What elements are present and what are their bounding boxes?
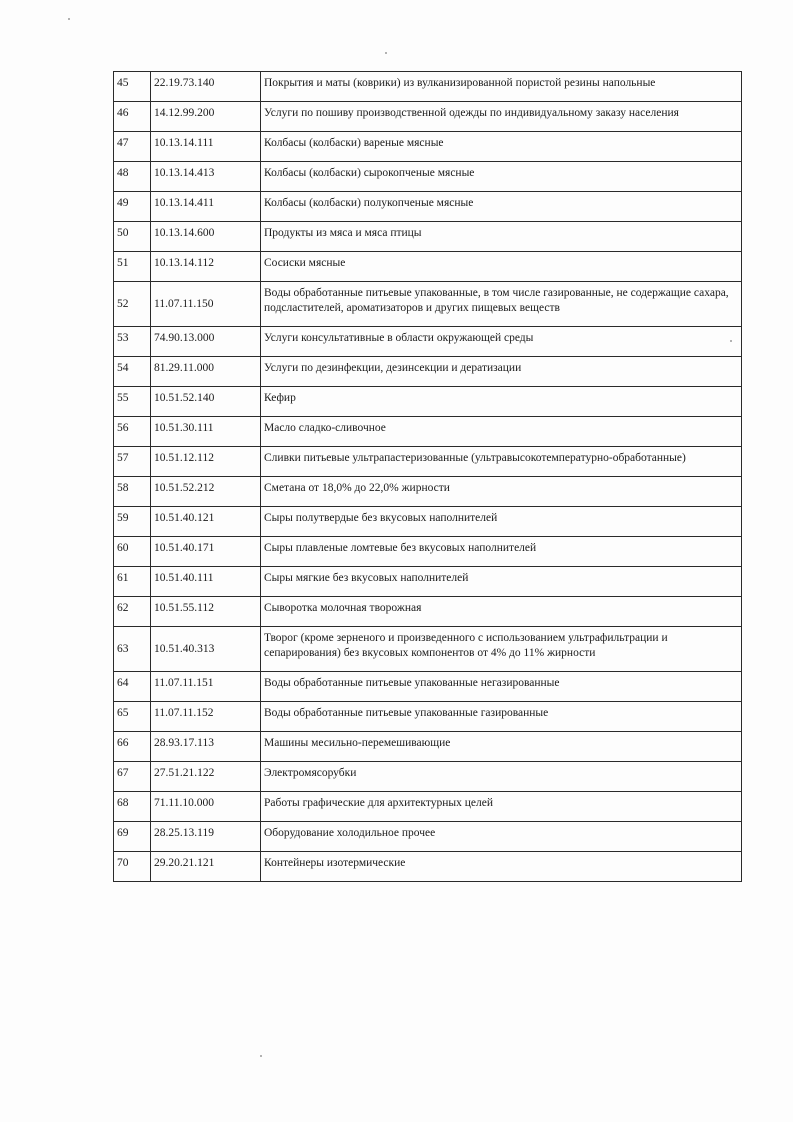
okpd-code-cell: 10.51.52.212 [151,477,261,507]
okpd-code-cell: 10.13.14.600 [151,222,261,252]
table-row [114,252,742,282]
item-name-cell: Услуги по дезинфекции, дезинсекции и дератизации [261,357,742,387]
scan-speck [730,340,732,342]
row-number-cell: 59 [114,507,151,537]
item-name-cell: Услуги консультативные в области окружающей среды [261,327,742,357]
row-number-cell: 51 [114,252,151,282]
item-name-cell: Услуги по пошиву производственной одежды по индивидуальному заказу населения [261,102,742,132]
okpd-code-cell: 10.13.14.112 [151,252,261,282]
table-row [114,222,742,252]
scan-speck [68,18,70,20]
table-row [114,417,742,447]
table-row [114,162,742,192]
row-number-cell: 64 [114,672,151,702]
table-row [114,132,742,162]
item-name-cell: Кефир [261,387,742,417]
item-name-cell: Контейнеры изотермические [261,852,742,882]
okpd-code-cell: 71.11.10.000 [151,792,261,822]
row-number-cell: 58 [114,477,151,507]
table-row [114,447,742,477]
row-number-cell: 60 [114,537,151,567]
okpd-code-cell: 10.51.55.112 [151,597,261,627]
row-number-cell: 68 [114,792,151,822]
okpd-code-cell: 10.13.14.413 [151,162,261,192]
row-number-cell: 50 [114,222,151,252]
row-number-cell: 49 [114,192,151,222]
item-name-cell: Масло сладко-сливочное [261,417,742,447]
item-name-cell: Колбасы (колбаски) полукопченые мясные [261,192,742,222]
row-number-cell: 52 [114,282,151,327]
registry-table [113,71,742,882]
table-row [114,537,742,567]
okpd-code-cell: 27.51.21.122 [151,762,261,792]
row-number-cell: 45 [114,72,151,102]
table-row [114,597,742,627]
row-number-cell: 57 [114,447,151,477]
row-number-cell: 63 [114,627,151,672]
okpd-code-cell: 10.51.40.121 [151,507,261,537]
table-row [114,282,742,327]
item-name-cell: Воды обработанные питьевые упакованные газированные [261,702,742,732]
item-name-cell: Сметана от 18,0% до 22,0% жирности [261,477,742,507]
okpd-code-cell: 81.29.11.000 [151,357,261,387]
okpd-code-cell: 11.07.11.150 [151,282,261,327]
item-name-cell: Сыры мягкие без вкусовых наполнителей [261,567,742,597]
table-row [114,477,742,507]
okpd-code-cell: 10.13.14.411 [151,192,261,222]
okpd-code-cell: 11.07.11.152 [151,702,261,732]
okpd-code-cell: 10.51.40.171 [151,537,261,567]
item-name-cell: Сыры полутвердые без вкусовых наполнителей [261,507,742,537]
row-number-cell: 62 [114,597,151,627]
row-number-cell: 53 [114,327,151,357]
okpd-code-cell: 10.51.30.111 [151,417,261,447]
row-number-cell: 47 [114,132,151,162]
okpd-code-cell: 28.25.13.119 [151,822,261,852]
item-name-cell: Сливки питьевые ультрапастеризованные (ультравысокотемпературно-обработанные) [261,447,742,477]
okpd-code-cell: 29.20.21.121 [151,852,261,882]
table-row [114,507,742,537]
item-name-cell: Сыворотка молочная творожная [261,597,742,627]
okpd-code-cell: 10.51.40.111 [151,567,261,597]
table-row [114,357,742,387]
table-row [114,792,742,822]
item-name-cell: Машины месильно-перемешивающие [261,732,742,762]
table-row [114,102,742,132]
table-row [114,387,742,417]
table-row [114,627,742,672]
okpd-code-cell: 14.12.99.200 [151,102,261,132]
okpd-code-cell: 28.93.17.113 [151,732,261,762]
item-name-cell: Работы графические для архитектурных целей [261,792,742,822]
table-row [114,702,742,732]
registry-table-body [114,72,742,882]
row-number-cell: 54 [114,357,151,387]
row-number-cell: 56 [114,417,151,447]
okpd-code-cell: 10.51.52.140 [151,387,261,417]
item-name-cell: Сосиски мясные [261,252,742,282]
scan-speck [260,1055,262,1057]
table-row [114,327,742,357]
table-row [114,852,742,882]
row-number-cell: 61 [114,567,151,597]
item-name-cell: Продукты из мяса и мяса птицы [261,222,742,252]
okpd-code-cell: 74.90.13.000 [151,327,261,357]
row-number-cell: 70 [114,852,151,882]
okpd-code-cell: 22.19.73.140 [151,72,261,102]
item-name-cell: Творог (кроме зерненого и произведенного с использованием ультрафильтрации и сепарирования) без вкусовых компонентов от 4% до 11% жирности [261,627,742,672]
table-row [114,822,742,852]
row-number-cell: 65 [114,702,151,732]
item-name-cell: Покрытия и маты (коврики) из вулканизированной пористой резины напольные [261,72,742,102]
item-name-cell: Электромясорубки [261,762,742,792]
row-number-cell: 46 [114,102,151,132]
okpd-code-cell: 11.07.11.151 [151,672,261,702]
row-number-cell: 48 [114,162,151,192]
item-name-cell: Воды обработанные питьевые упакованные негазированные [261,672,742,702]
row-number-cell: 55 [114,387,151,417]
okpd-code-cell: 10.13.14.111 [151,132,261,162]
item-name-cell: Сыры плавленые ломтевые без вкусовых наполнителей [261,537,742,567]
row-number-cell: 69 [114,822,151,852]
okpd-code-cell: 10.51.40.313 [151,627,261,672]
item-name-cell: Воды обработанные питьевые упакованные, в том числе газированные, не содержащие сахара, подсластителей, ароматизаторов и других пищевых веществ [261,282,742,327]
row-number-cell: 67 [114,762,151,792]
table-row [114,732,742,762]
scan-speck [385,52,387,54]
table-row [114,762,742,792]
table-row [114,72,742,102]
table-row [114,567,742,597]
item-name-cell: Колбасы (колбаски) сырокопченые мясные [261,162,742,192]
okpd-code-cell: 10.51.12.112 [151,447,261,477]
row-number-cell: 66 [114,732,151,762]
table-row [114,672,742,702]
item-name-cell: Оборудование холодильное прочее [261,822,742,852]
table-row [114,192,742,222]
item-name-cell: Колбасы (колбаски) вареные мясные [261,132,742,162]
